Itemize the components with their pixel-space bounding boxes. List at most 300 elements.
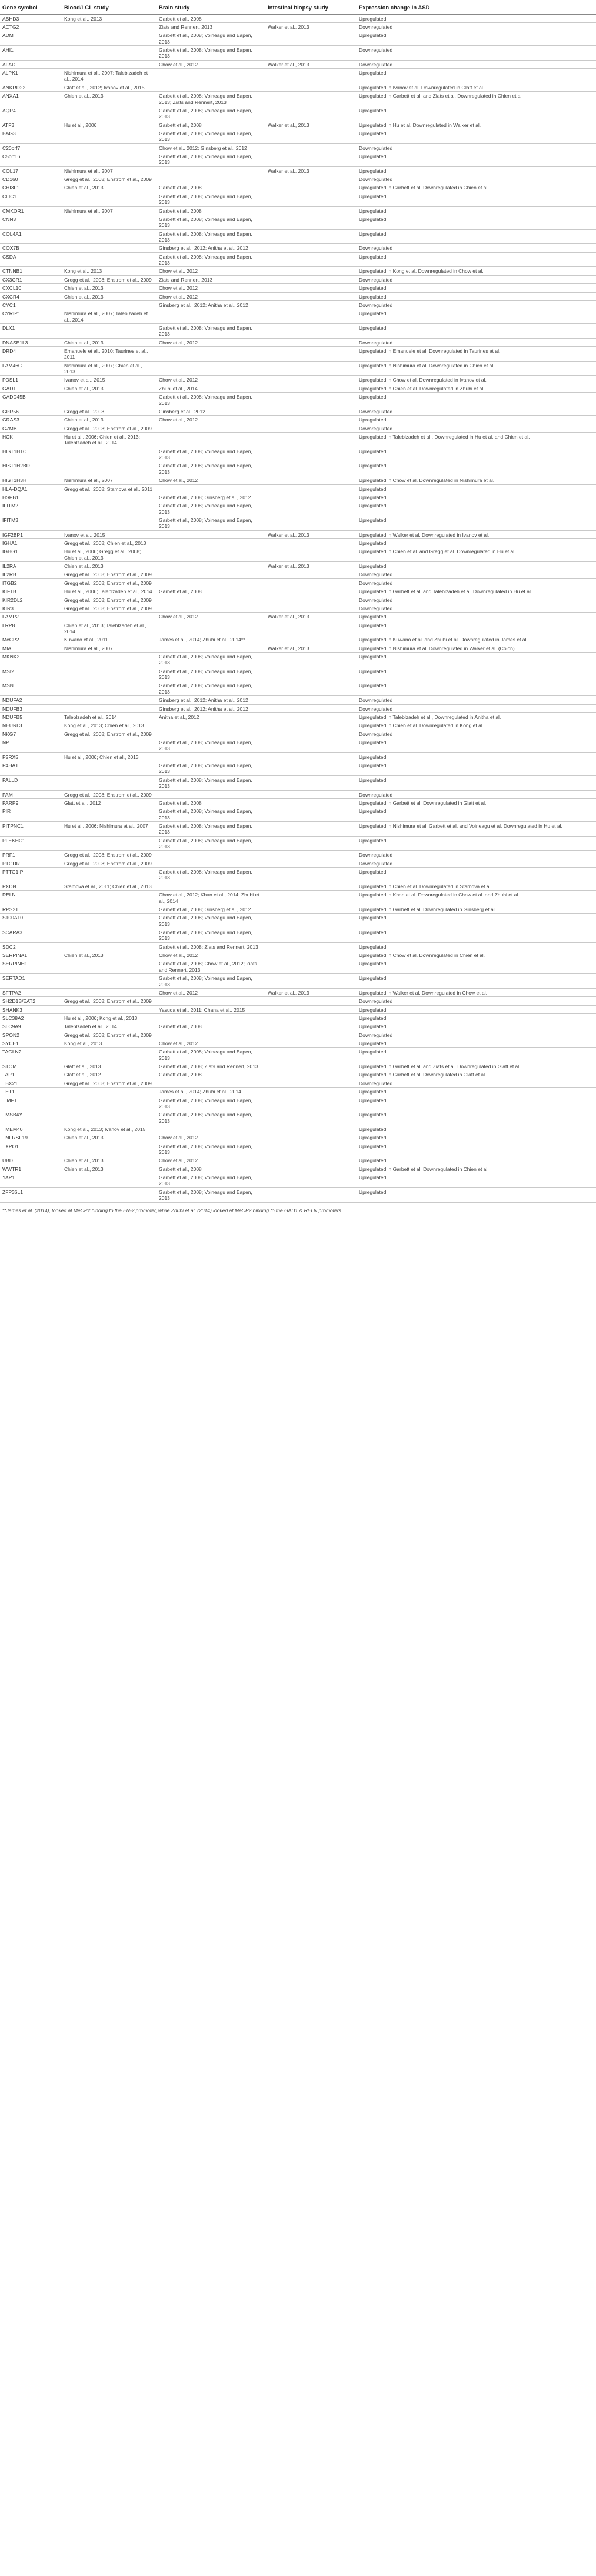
blood-lcl-study-cell — [62, 868, 157, 882]
blood-lcl-study-cell: Hu et al., 2006; Nishimura et al., 2007 — [62, 821, 157, 836]
blood-lcl-study-cell — [62, 393, 157, 407]
brain-study-cell — [157, 721, 265, 730]
blood-lcl-study-cell: Gregg et al., 2008; Enstrom et al., 2009 — [62, 578, 157, 587]
gene-symbol-cell: TAGLN2 — [0, 1048, 62, 1062]
expression-change-cell: Downregulated — [357, 244, 596, 252]
expression-change-cell: Upregulated — [357, 484, 596, 493]
intestinal-biopsy-study-cell — [265, 1165, 357, 1173]
brain-study-cell — [157, 424, 265, 432]
table-row — [0, 775, 596, 790]
intestinal-biopsy-study-cell — [265, 432, 357, 447]
expression-change-cell: Upregulated — [357, 152, 596, 167]
gene-symbol-cell: BAG3 — [0, 129, 62, 143]
expression-change-cell: Upregulated in Garbett et al. and Ziats et al. Downregulated in Chien et al. — [357, 92, 596, 106]
gene-symbol-cell: MSI2 — [0, 667, 62, 681]
brain-study-cell — [157, 1125, 265, 1133]
brain-study-cell: Chow et al., 2012 — [157, 1039, 265, 1048]
blood-lcl-study-cell — [62, 215, 157, 229]
intestinal-biopsy-study-cell — [265, 1022, 357, 1031]
blood-lcl-study-cell — [62, 252, 157, 267]
blood-lcl-study-cell: Gregg et al., 2008; Enstrom et al., 2009 — [62, 1031, 157, 1039]
table-row — [0, 859, 596, 867]
intestinal-biopsy-study-cell — [265, 1173, 357, 1188]
gene-symbol-cell: TIMP1 — [0, 1096, 62, 1110]
gene-symbol-cell: GADD45B — [0, 393, 62, 407]
blood-lcl-study-cell: Gregg et al., 2008 — [62, 407, 157, 415]
table-row — [0, 807, 596, 822]
expression-change-cell: Upregulated — [357, 775, 596, 790]
expression-change-cell: Upregulated — [357, 1187, 596, 1202]
expression-change-cell: Upregulated — [357, 738, 596, 753]
gene-symbol-cell: IGF2BP1 — [0, 530, 62, 538]
gene-symbol-cell: SCARA3 — [0, 928, 62, 942]
brain-study-cell: Garbett et al., 2008; Voineagu and Eapen, 2013 — [157, 106, 265, 121]
expression-change-cell: Upregulated — [357, 562, 596, 570]
intestinal-biopsy-study-cell — [265, 761, 357, 776]
blood-lcl-study-cell: Kong et al., 2013 — [62, 267, 157, 275]
brain-study-cell: Garbett et al., 2008 — [157, 14, 265, 22]
intestinal-biopsy-study-cell — [265, 1062, 357, 1070]
blood-lcl-study-cell — [62, 613, 157, 621]
expression-change-cell: Upregulated — [357, 166, 596, 175]
intestinal-biopsy-study-cell — [265, 570, 357, 578]
blood-lcl-study-cell — [62, 1110, 157, 1125]
intestinal-biopsy-study-cell — [265, 267, 357, 275]
expression-change-cell: Upregulated — [357, 516, 596, 530]
brain-study-cell: Garbett et al., 2008; Voineagu and Eapen, 2013 — [157, 836, 265, 851]
gene-symbol-cell: RELN — [0, 891, 62, 905]
table-row — [0, 323, 596, 338]
intestinal-biopsy-study-cell: Walker et al., 2013 — [265, 121, 357, 129]
table-row — [0, 1005, 596, 1013]
expression-change-cell: Upregulated — [357, 416, 596, 424]
expression-change-cell: Upregulated — [357, 192, 596, 206]
blood-lcl-study-cell — [62, 653, 157, 667]
table-row — [0, 484, 596, 493]
expression-change-cell: Upregulated — [357, 667, 596, 681]
expression-change-cell: Upregulated in Garbett et al. Downregulated in Chien et al. — [357, 1165, 596, 1173]
expression-change-cell: Upregulated — [357, 914, 596, 928]
table-row — [0, 761, 596, 776]
intestinal-biopsy-study-cell — [265, 730, 357, 738]
intestinal-biopsy-study-cell — [265, 1013, 357, 1022]
expression-change-cell: Upregulated in Kong et al. Downregulated in Chow et al. — [357, 267, 596, 275]
intestinal-biopsy-study-cell — [265, 587, 357, 596]
gene-symbol-cell: ATF3 — [0, 121, 62, 129]
expression-change-cell: Upregulated — [357, 1156, 596, 1165]
intestinal-biopsy-study-cell — [265, 424, 357, 432]
table-row — [0, 821, 596, 836]
brain-study-cell: Garbett et al., 2008 — [157, 121, 265, 129]
brain-study-cell: Garbett et al., 2008; Voineagu and Eapen, 2013 — [157, 928, 265, 942]
blood-lcl-study-cell: Ivanov et al., 2015 — [62, 530, 157, 538]
blood-lcl-study-cell — [62, 905, 157, 913]
intestinal-biopsy-study-cell — [265, 393, 357, 407]
gene-symbol-cell: ALAD — [0, 60, 62, 68]
expression-change-cell: Downregulated — [357, 859, 596, 867]
gene-symbol-cell: ALPK1 — [0, 69, 62, 83]
brain-study-cell: Ginsberg et al., 2012; Anitha et al., 2012 — [157, 300, 265, 309]
gene-symbol-cell: C20orf7 — [0, 143, 62, 152]
expression-change-cell: Downregulated — [357, 997, 596, 1005]
expression-change-cell: Upregulated in Nishimura et al. Garbett et al. and Voineagu et al. Downregulated in Hu et al. — [357, 821, 596, 836]
intestinal-biopsy-study-cell — [265, 501, 357, 516]
expression-change-cell: Downregulated — [357, 143, 596, 152]
table-row — [0, 1062, 596, 1070]
expression-change-cell: Upregulated — [357, 31, 596, 46]
expression-change-cell: Downregulated — [357, 60, 596, 68]
expression-change-cell: Downregulated — [357, 275, 596, 283]
brain-study-cell: Ziats and Rennert, 2013 — [157, 275, 265, 283]
table-row — [0, 667, 596, 681]
gene-symbol-cell: DNASE1L3 — [0, 338, 62, 346]
brain-study-cell: Yasuda et al., 2011; Chana et al., 2015 — [157, 1005, 265, 1013]
table-row — [0, 14, 596, 22]
blood-lcl-study-cell: Gregg et al., 2008; Stamova et al., 2011 — [62, 484, 157, 493]
expression-change-cell: Upregulated — [357, 309, 596, 324]
gene-symbol-cell: COL17 — [0, 166, 62, 175]
blood-lcl-study-cell: Hu et al., 2006; Chien et al., 2013 — [62, 752, 157, 761]
gene-symbol-cell: P4HA1 — [0, 761, 62, 776]
table-row — [0, 905, 596, 913]
table-row — [0, 393, 596, 407]
blood-lcl-study-cell — [62, 516, 157, 530]
table-row — [0, 696, 596, 704]
gene-symbol-cell: GRAS3 — [0, 416, 62, 424]
table-row — [0, 1110, 596, 1125]
blood-lcl-study-cell — [62, 891, 157, 905]
blood-lcl-study-cell — [62, 807, 157, 822]
gene-symbol-cell: PTTG1IP — [0, 868, 62, 882]
expression-change-cell: Upregulated — [357, 959, 596, 974]
gene-symbol-cell: CSDA — [0, 252, 62, 267]
gene-symbol-cell: FOSL1 — [0, 376, 62, 384]
blood-lcl-study-cell — [62, 761, 157, 776]
table-row — [0, 951, 596, 959]
intestinal-biopsy-study-cell — [265, 192, 357, 206]
intestinal-biopsy-study-cell — [265, 959, 357, 974]
expression-change-cell: Upregulated — [357, 621, 596, 635]
intestinal-biopsy-study-cell — [265, 1125, 357, 1133]
brain-study-cell — [157, 621, 265, 635]
intestinal-biopsy-study-cell — [265, 129, 357, 143]
table-row — [0, 721, 596, 730]
expression-change-cell: Downregulated — [357, 704, 596, 712]
brain-study-cell: Garbett et al., 2008 — [157, 1070, 265, 1079]
table-row — [0, 882, 596, 890]
table-row — [0, 653, 596, 667]
table-row — [0, 215, 596, 229]
table-row — [0, 1187, 596, 1202]
brain-study-cell — [157, 644, 265, 652]
gene-symbol-cell: IFITM3 — [0, 516, 62, 530]
intestinal-biopsy-study-cell — [265, 667, 357, 681]
table-row — [0, 300, 596, 309]
intestinal-biopsy-study-cell — [265, 681, 357, 696]
brain-study-cell: Garbett et al., 2008; Voineagu and Eapen, 2013 — [157, 914, 265, 928]
intestinal-biopsy-study-cell — [265, 790, 357, 798]
gene-symbol-cell: CMKOR1 — [0, 206, 62, 215]
table-row — [0, 476, 596, 484]
gene-symbol-cell: WWTR1 — [0, 1165, 62, 1173]
intestinal-biopsy-study-cell — [265, 1187, 357, 1202]
gene-symbol-cell: NKG7 — [0, 730, 62, 738]
intestinal-biopsy-study-cell — [265, 69, 357, 83]
blood-lcl-study-cell: Chien et al., 2013 — [62, 183, 157, 192]
expression-change-cell: Upregulated — [357, 761, 596, 776]
intestinal-biopsy-study-cell — [265, 143, 357, 152]
table-row — [0, 959, 596, 974]
intestinal-biopsy-study-cell — [265, 14, 357, 22]
table-row — [0, 644, 596, 652]
gene-symbol-cell: LAMP2 — [0, 613, 62, 621]
table-row — [0, 547, 596, 562]
expression-change-cell: Upregulated — [357, 284, 596, 292]
brain-study-cell: Chow et al., 2012; Ginsberg et al., 2012 — [157, 143, 265, 152]
expression-change-cell: Upregulated — [357, 1125, 596, 1133]
brain-study-cell — [157, 851, 265, 859]
intestinal-biopsy-study-cell — [265, 493, 357, 501]
blood-lcl-study-cell: Chien et al., 2013 — [62, 384, 157, 392]
gene-symbol-cell: PRF1 — [0, 851, 62, 859]
brain-study-cell: Ginsberg et al., 2012; Anitha et al., 2012 — [157, 696, 265, 704]
intestinal-biopsy-study-cell — [265, 604, 357, 612]
table-row — [0, 604, 596, 612]
expression-change-cell: Upregulated — [357, 974, 596, 989]
expression-change-cell: Upregulated — [357, 807, 596, 822]
table-row — [0, 152, 596, 167]
expression-change-cell: Downregulated — [357, 696, 596, 704]
gene-symbol-cell: TBX21 — [0, 1079, 62, 1087]
brain-study-cell: Garbett et al., 2008; Ginsberg et al., 2012 — [157, 905, 265, 913]
blood-lcl-study-cell: Taleblzadeh et al., 2014 — [62, 712, 157, 721]
gene-symbol-cell: AHI1 — [0, 46, 62, 61]
intestinal-biopsy-study-cell — [265, 859, 357, 867]
brain-study-cell — [157, 347, 265, 362]
intestinal-biopsy-study-cell — [265, 338, 357, 346]
brain-study-cell: Garbett et al., 2008 — [157, 587, 265, 596]
header-intestinal-biopsy-study: Intestinal biopsy study — [265, 0, 357, 14]
gene-symbol-cell: HLA-DQA1 — [0, 484, 62, 493]
gene-symbol-cell: PALLD — [0, 775, 62, 790]
expression-change-cell: Upregulated — [357, 928, 596, 942]
intestinal-biopsy-study-cell — [265, 578, 357, 587]
brain-study-cell — [157, 752, 265, 761]
table-row — [0, 681, 596, 696]
blood-lcl-study-cell — [62, 704, 157, 712]
blood-lcl-study-cell: Chien et al., 2013 — [62, 292, 157, 300]
gene-symbol-cell: CD160 — [0, 175, 62, 183]
table-row — [0, 988, 596, 996]
table-row — [0, 121, 596, 129]
table-row — [0, 1156, 596, 1165]
intestinal-biopsy-study-cell — [265, 807, 357, 822]
gene-symbol-cell: SHANK3 — [0, 1005, 62, 1013]
gene-symbol-cell: NEURL3 — [0, 721, 62, 730]
table-row — [0, 530, 596, 538]
gene-symbol-cell: IL2RA — [0, 562, 62, 570]
brain-study-cell: Chow et al., 2012 — [157, 988, 265, 996]
expression-change-cell: Upregulated — [357, 1048, 596, 1062]
brain-study-cell — [157, 432, 265, 447]
expression-change-cell: Upregulated in Emanuele et al. Downregulated in Taurines et al. — [357, 347, 596, 362]
gene-symbol-cell: SPON2 — [0, 1031, 62, 1039]
intestinal-biopsy-study-cell — [265, 1031, 357, 1039]
intestinal-biopsy-study-cell — [265, 275, 357, 283]
blood-lcl-study-cell: Gregg et al., 2008; Enstrom et al., 2009 — [62, 790, 157, 798]
gene-symbol-cell: ACTG2 — [0, 22, 62, 31]
gene-symbol-cell: SYCE1 — [0, 1039, 62, 1048]
intestinal-biopsy-study-cell: Walker et al., 2013 — [265, 613, 357, 621]
intestinal-biopsy-study-cell — [265, 152, 357, 167]
intestinal-biopsy-study-cell — [265, 407, 357, 415]
brain-study-cell: Garbett et al., 2008; Voineagu and Eapen, 2013 — [157, 129, 265, 143]
table-footnote: **James et al. (2014), looked at MeCP2 binding to the EN-2 promoter, while Zhubi et al. (2014) looked at MeCP2 binding to the GAD1 & RELN promoters. — [0, 1203, 596, 1217]
gene-symbol-cell: PAM — [0, 790, 62, 798]
table-row — [0, 1079, 596, 1087]
blood-lcl-study-cell: Glatt et al., 2013 — [62, 1062, 157, 1070]
table-row — [0, 416, 596, 424]
expression-change-cell: Upregulated — [357, 229, 596, 244]
expression-change-cell: Upregulated in Hu et al. Downregulated in Walker et al. — [357, 121, 596, 129]
blood-lcl-study-cell — [62, 1088, 157, 1096]
brain-study-cell — [157, 175, 265, 183]
blood-lcl-study-cell: Chien et al., 2013 — [62, 1133, 157, 1142]
blood-lcl-study-cell — [62, 46, 157, 61]
intestinal-biopsy-study-cell — [265, 798, 357, 807]
table-row — [0, 539, 596, 547]
brain-study-cell — [157, 484, 265, 493]
brain-study-cell: Garbett et al., 2008; Voineagu and Eapen, 2013 — [157, 761, 265, 776]
expression-change-cell: Upregulated — [357, 206, 596, 215]
brain-study-cell: Ginsberg et al., 2012 — [157, 407, 265, 415]
gene-symbol-cell: TMSB4Y — [0, 1110, 62, 1125]
gene-symbol-cell: MeCP2 — [0, 635, 62, 644]
intestinal-biopsy-study-cell — [265, 539, 357, 547]
gene-symbol-cell: CXCL10 — [0, 284, 62, 292]
intestinal-biopsy-study-cell: Walker et al., 2013 — [265, 562, 357, 570]
expression-change-cell: Downregulated — [357, 407, 596, 415]
expression-change-cell: Downregulated — [357, 596, 596, 604]
expression-change-cell: Upregulated — [357, 1096, 596, 1110]
expression-change-cell: Downregulated — [357, 22, 596, 31]
blood-lcl-study-cell — [62, 447, 157, 461]
brain-study-cell: Ginsberg et al., 2012; Anitha et al., 2012 — [157, 704, 265, 712]
brain-study-cell — [157, 596, 265, 604]
brain-study-cell: James et al., 2014; Zhubi et al., 2014 — [157, 1088, 265, 1096]
expression-change-cell: Upregulated — [357, 681, 596, 696]
expression-change-cell: Upregulated — [357, 69, 596, 83]
gene-symbol-cell: CYRIP1 — [0, 309, 62, 324]
brain-study-cell — [157, 83, 265, 91]
blood-lcl-study-cell — [62, 667, 157, 681]
table-row — [0, 997, 596, 1005]
intestinal-biopsy-study-cell — [265, 206, 357, 215]
brain-study-cell: Ginsberg et al., 2012; Anitha et al., 2012 — [157, 244, 265, 252]
brain-study-cell: Anitha et al., 2012 — [157, 712, 265, 721]
intestinal-biopsy-study-cell — [265, 775, 357, 790]
blood-lcl-study-cell: Gregg et al., 2008; Enstrom et al., 2009 — [62, 1079, 157, 1087]
table-row — [0, 284, 596, 292]
blood-lcl-study-cell — [62, 836, 157, 851]
intestinal-biopsy-study-cell — [265, 942, 357, 951]
brain-study-cell — [157, 530, 265, 538]
expression-change-cell: Upregulated in Kuwano et al. and Zhubi et al. Downregulated in James et al. — [357, 635, 596, 644]
gene-symbol-cell: HIST1H2BD — [0, 461, 62, 476]
table-row — [0, 229, 596, 244]
header-brain-study: Brain study — [157, 0, 265, 14]
blood-lcl-study-cell: Gregg et al., 2008; Enstrom et al., 2009 — [62, 997, 157, 1005]
blood-lcl-study-cell — [62, 129, 157, 143]
table-row — [0, 730, 596, 738]
intestinal-biopsy-study-cell — [265, 596, 357, 604]
blood-lcl-study-cell — [62, 696, 157, 704]
blood-lcl-study-cell: Chien et al., 2013 — [62, 1156, 157, 1165]
blood-lcl-study-cell — [62, 143, 157, 152]
blood-lcl-study-cell — [62, 988, 157, 996]
blood-lcl-study-cell — [62, 22, 157, 31]
gene-symbol-cell: IL2RB — [0, 570, 62, 578]
blood-lcl-study-cell — [62, 106, 157, 121]
intestinal-biopsy-study-cell — [265, 721, 357, 730]
blood-lcl-study-cell: Nishimura et al., 2007; Taleblzadeh et al., 2014 — [62, 69, 157, 83]
table-row — [0, 1048, 596, 1062]
gene-symbol-cell: TMEM40 — [0, 1125, 62, 1133]
table-row — [0, 578, 596, 587]
expression-change-cell: Upregulated — [357, 106, 596, 121]
expression-change-cell: Downregulated — [357, 1031, 596, 1039]
gene-symbol-cell: ZFP36L1 — [0, 1187, 62, 1202]
header-gene-symbol: Gene symbol — [0, 0, 62, 14]
brain-study-cell — [157, 166, 265, 175]
gene-symbol-cell: SFTPA2 — [0, 988, 62, 996]
intestinal-biopsy-study-cell — [265, 92, 357, 106]
expression-change-cell: Upregulated — [357, 447, 596, 461]
expression-change-cell: Upregulated — [357, 215, 596, 229]
intestinal-biopsy-study-cell — [265, 1096, 357, 1110]
expression-change-cell: Upregulated in Nishimura et al. Downregulated in Chien et al. — [357, 361, 596, 376]
table-row — [0, 166, 596, 175]
gene-symbol-cell: COL4A1 — [0, 229, 62, 244]
blood-lcl-study-cell: Ivanov et al., 2015 — [62, 376, 157, 384]
expression-change-cell: Upregulated — [357, 653, 596, 667]
gene-symbol-cell: DLX1 — [0, 323, 62, 338]
table-row — [0, 143, 596, 152]
gene-symbol-cell: MKNK2 — [0, 653, 62, 667]
blood-lcl-study-cell — [62, 914, 157, 928]
gene-symbol-cell: PLEKHC1 — [0, 836, 62, 851]
gene-symbol-cell: NDUFB3 — [0, 704, 62, 712]
intestinal-biopsy-study-cell — [265, 905, 357, 913]
blood-lcl-study-cell — [62, 942, 157, 951]
gene-symbol-cell: GPR56 — [0, 407, 62, 415]
expression-change-cell: Upregulated in Chow et al. Downregulated in Chien et al. — [357, 951, 596, 959]
table-row — [0, 46, 596, 61]
table-row — [0, 621, 596, 635]
brain-study-cell: Garbett et al., 2008; Ziats and Rennert, 2013 — [157, 942, 265, 951]
brain-study-cell: Chow et al., 2012 — [157, 60, 265, 68]
gene-symbol-cell: MIA — [0, 644, 62, 652]
intestinal-biopsy-study-cell — [265, 309, 357, 324]
blood-lcl-study-cell: Kuwano et al., 2011 — [62, 635, 157, 644]
blood-lcl-study-cell: Emanuele et al., 2010; Taurines et al., 2011 — [62, 347, 157, 362]
intestinal-biopsy-study-cell — [265, 1142, 357, 1156]
intestinal-biopsy-study-cell — [265, 1079, 357, 1087]
gene-symbol-cell: ANKRD22 — [0, 83, 62, 91]
brain-study-cell: Garbett et al., 2008; Voineagu and Eapen, 2013 — [157, 447, 265, 461]
table-row — [0, 252, 596, 267]
brain-study-cell: Garbett et al., 2008; Voineagu and Eapen, 2013 — [157, 667, 265, 681]
